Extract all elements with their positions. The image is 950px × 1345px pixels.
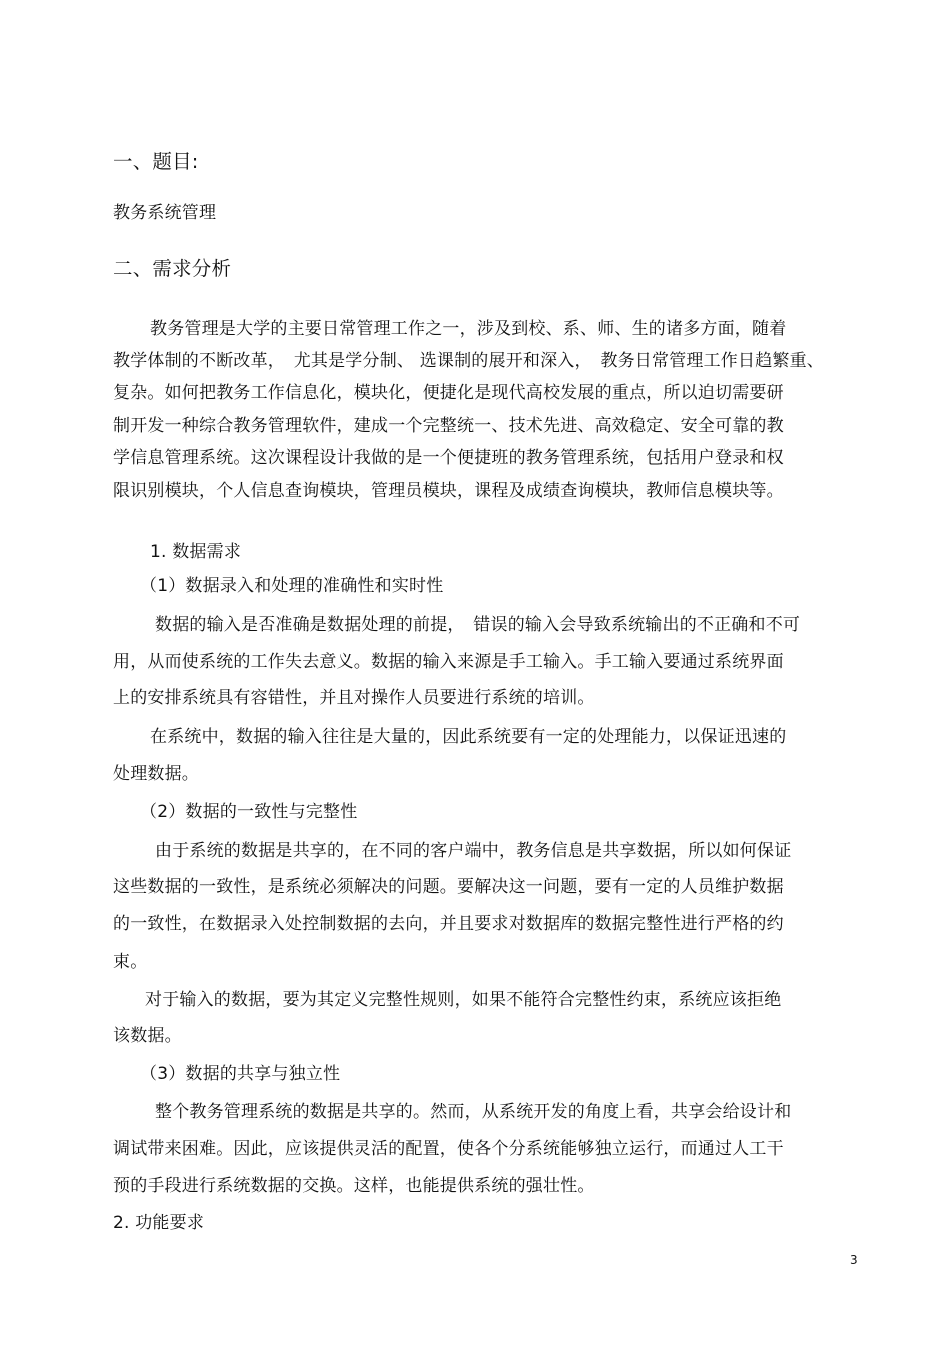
paragraph-line: 处理数据。 [113, 764, 199, 784]
paragraph-line: 预的手段进行系统数据的交换。这样，也能提供系统的强壮性。 [113, 1176, 595, 1196]
page-number: 3 [850, 1253, 858, 1267]
subsection-accuracy: （1）数据录入和处理的准确性和实时性 [140, 576, 444, 596]
intro-line: 教学体制的不断改革， 尤其是学分制、 选课制的展开和深入， 教务日常管理工作日趋繁重、 [113, 351, 825, 371]
paragraph-line: 对于输入的数据，要为其定义完整性规则，如果不能符合完整性约束，系统应该拒绝 [145, 990, 782, 1010]
paragraph-line: 该数据。 [113, 1026, 182, 1046]
paragraph-line: 的一致性，在数据录入处控制数据的去向，并且要求对数据库的数据完整性进行严格的约 [113, 914, 784, 934]
paragraph-line: 束。 [113, 952, 148, 972]
paragraph-line: 数据的输入是否准确是数据处理的前提， 错误的输入会导致系统输出的不正确和不可 [155, 615, 801, 635]
intro-line: 教务管理是大学的主要日常管理工作之一，涉及到校、系、师、生的诸多方面，随着 [150, 319, 787, 339]
heading-requirements: 二、需求分析 [113, 257, 232, 280]
paragraph-line: 调试带来困难。因此，应该提供灵活的配置，使各个分系统能够独立运行，而通过人工干 [113, 1139, 784, 1159]
section-functional-requirements: 2. 功能要求 [113, 1213, 205, 1233]
document-title: 教务系统管理 [113, 203, 217, 223]
heading-topic: 一、题目: [113, 150, 199, 173]
subsection-sharing: （3）数据的共享与独立性 [140, 1064, 341, 1084]
paragraph-line: 在系统中，数据的输入往往是大量的，因此系统要有一定的处理能力，以保证迅速的 [150, 727, 787, 747]
subsection-consistency: （2）数据的一致性与完整性 [140, 802, 358, 822]
paragraph-line: 整个教务管理系统的数据是共享的。然而，从系统开发的角度上看，共享会给设计和 [155, 1102, 792, 1122]
intro-line: 学信息管理系统。这次课程设计我做的是一个便捷班的教务管理系统，包括用户登录和权 [113, 448, 784, 468]
paragraph-line: 这些数据的一致性，是系统必须解决的问题。要解决这一问题，要有一定的人员维护数据 [113, 877, 784, 897]
paragraph-line: 上的安排系统具有容错性，并且对操作人员要进行系统的培训。 [113, 688, 595, 708]
intro-line: 复杂。如何把教务工作信息化，模块化，便捷化是现代高校发展的重点，所以迫切需要研 [113, 383, 784, 403]
paragraph-line: 用，从而使系统的工作失去意义。数据的输入来源是手工输入。手工输入要通过系统界面 [113, 652, 784, 672]
intro-line: 制开发一种综合教务管理软件，建成一个完整统一、技术先进、高效稳定、安全可靠的教 [113, 416, 784, 436]
section-data-requirements: 1. 数据需求 [150, 542, 242, 562]
intro-line: 限识别模块，个人信息查询模块，管理员模块，课程及成绩查询模块，教师信息模块等。 [113, 481, 784, 501]
paragraph-line: 由于系统的数据是共享的，在不同的客户端中，教务信息是共享数据，所以如何保证 [155, 841, 792, 861]
